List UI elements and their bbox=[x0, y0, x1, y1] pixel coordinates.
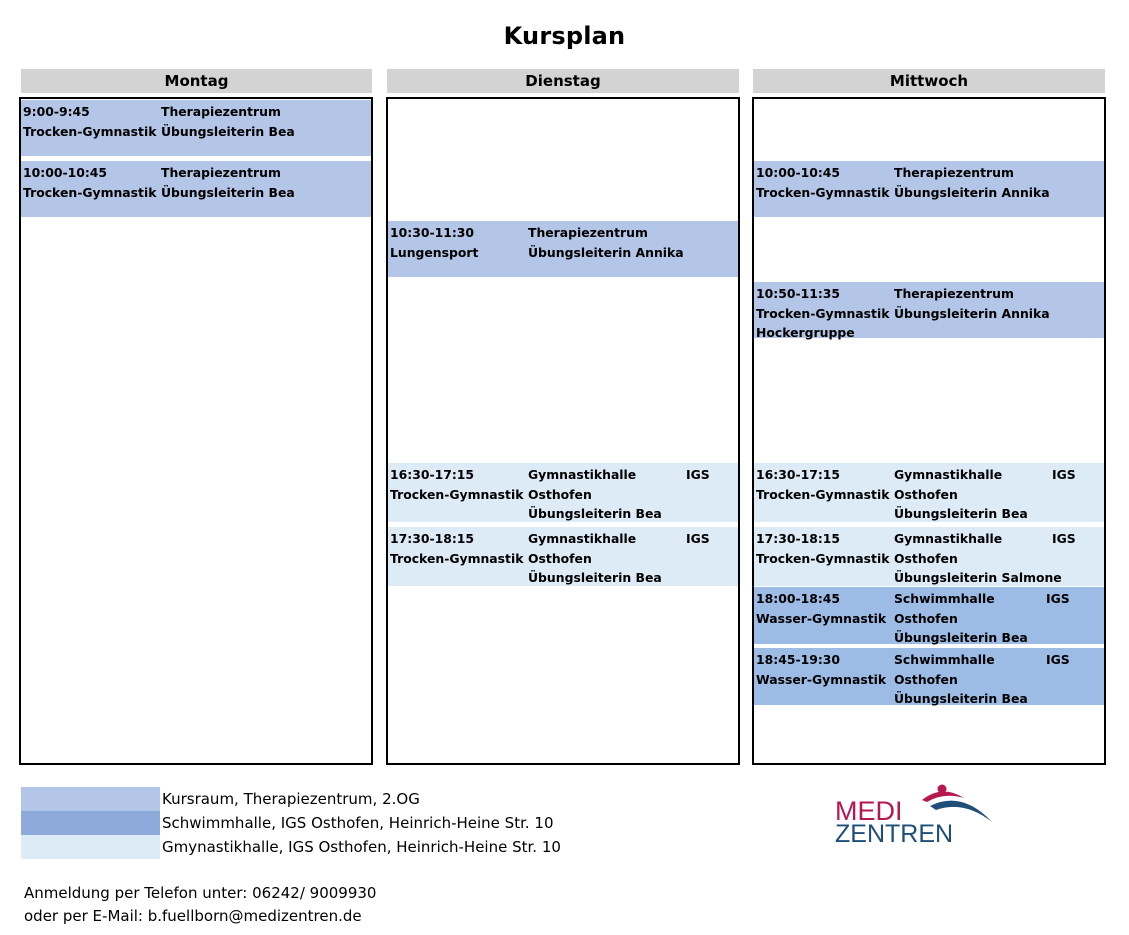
logo-text-medi: MEDI bbox=[835, 796, 903, 826]
course-time: 10:00-10:45 bbox=[756, 165, 841, 180]
course-time: 9:00-9:45 bbox=[23, 104, 90, 119]
course-block[interactable] bbox=[21, 161, 371, 217]
course-time: 17:30-18:15 bbox=[756, 531, 841, 546]
course-name: Trocken-Gymnastik bbox=[23, 123, 157, 139]
course-tag: IGS bbox=[686, 467, 710, 482]
course-block[interactable] bbox=[754, 161, 1104, 217]
course-location-town: Osthofen bbox=[894, 671, 958, 687]
course-tag: IGS bbox=[1046, 591, 1070, 606]
course-time: 10:00-10:45 bbox=[23, 165, 108, 180]
course-location-town: Osthofen bbox=[894, 550, 958, 566]
course-name: Trocken-Gymnastik bbox=[756, 486, 890, 502]
course-tag: IGS bbox=[686, 531, 710, 546]
course-block[interactable] bbox=[21, 100, 371, 156]
course-time: 16:30-17:15 bbox=[390, 467, 475, 482]
course-instructor: Übungsleiterin Bea bbox=[894, 691, 1028, 706]
day-header-montag: Montag bbox=[21, 69, 372, 93]
course-instructor: Übungsleiterin Bea bbox=[894, 630, 1028, 645]
course-instructor: Übungsleiterin Annika bbox=[894, 184, 1050, 200]
medizentren-logo bbox=[832, 782, 997, 848]
course-name: Trocken-Gymnastik bbox=[390, 550, 524, 566]
course-location-town: Osthofen bbox=[528, 550, 592, 566]
course-instructor: Übungsleiterin Annika bbox=[528, 244, 684, 260]
course-block[interactable] bbox=[388, 463, 738, 522]
course-name: Wasser-Gymnastik bbox=[756, 610, 887, 626]
contact-email[interactable]: oder per E-Mail: b.fuellborn@medizentren.de bbox=[24, 907, 362, 925]
course-location: Schwimmhalle bbox=[894, 652, 995, 667]
course-instructor: Übungsleiterin Annika bbox=[894, 305, 1050, 321]
course-name: Trocken-Gymnastik bbox=[756, 184, 890, 200]
course-time: 16:30-17:15 bbox=[756, 467, 841, 482]
course-name: Trocken-Gymnastik bbox=[390, 486, 524, 502]
legend-label-gymnastikhalle: Gmynastikhalle, IGS Osthofen, Heinrich-Heine Str. 10 bbox=[162, 838, 561, 856]
course-location: Gymnastikhalle bbox=[894, 467, 1003, 482]
course-location-town: Osthofen bbox=[528, 486, 592, 502]
course-instructor: Übungsleiterin Bea bbox=[528, 570, 662, 585]
course-location: Therapiezentrum bbox=[161, 104, 281, 119]
course-location-town: Osthofen bbox=[894, 610, 958, 626]
course-tag: IGS bbox=[1046, 652, 1070, 667]
course-time: 10:50-11:35 bbox=[756, 286, 841, 301]
course-location: Therapiezentrum bbox=[894, 165, 1014, 180]
course-time: 18:00-18:45 bbox=[756, 591, 841, 606]
legend-label-schwimmhalle: Schwimmhalle, IGS Osthofen, Heinrich-Heine Str. 10 bbox=[162, 814, 554, 832]
legend-swatch-kursraum bbox=[21, 787, 160, 811]
day-header-dienstag: Dienstag bbox=[387, 69, 739, 93]
course-block[interactable] bbox=[754, 648, 1104, 705]
course-location: Gymnastikhalle bbox=[528, 467, 637, 482]
course-block[interactable] bbox=[754, 527, 1104, 586]
course-location: Schwimmhalle bbox=[894, 591, 995, 606]
course-tag: IGS bbox=[1052, 467, 1076, 482]
course-location: Gymnastikhalle bbox=[894, 531, 1003, 546]
day-column-mittwoch bbox=[752, 97, 1106, 765]
course-location: Therapiezentrum bbox=[528, 225, 648, 240]
legend-swatch-gymnastikhalle bbox=[21, 835, 160, 859]
course-instructor: Übungsleiterin Bea bbox=[528, 506, 662, 521]
course-time: 18:45-19:30 bbox=[756, 652, 841, 667]
course-name: Trocken-Gymnastik bbox=[756, 550, 890, 566]
course-instructor: Übungsleiterin Salmone bbox=[894, 570, 1062, 585]
course-time: 10:30-11:30 bbox=[390, 225, 475, 240]
day-column-montag bbox=[19, 97, 373, 765]
course-block[interactable] bbox=[754, 463, 1104, 522]
course-block[interactable] bbox=[388, 527, 738, 586]
course-instructor: Übungsleiterin Bea bbox=[161, 184, 295, 200]
course-name: Wasser-Gymnastik bbox=[756, 671, 887, 687]
course-location-town: Osthofen bbox=[894, 486, 958, 502]
page-title: Kursplan bbox=[503, 22, 626, 50]
course-block[interactable] bbox=[388, 221, 738, 277]
course-location: Therapiezentrum bbox=[161, 165, 281, 180]
course-group: Hockergruppe bbox=[756, 325, 855, 340]
legend-swatch-schwimmhalle bbox=[21, 811, 160, 835]
day-column-dienstag bbox=[386, 97, 740, 765]
course-name: Lungensport bbox=[390, 244, 479, 260]
course-name: Trocken-Gymnastik bbox=[756, 305, 890, 321]
legend-label-kursraum: Kursraum, Therapiezentrum, 2.OG bbox=[162, 790, 420, 808]
course-block[interactable] bbox=[754, 587, 1104, 644]
course-block[interactable] bbox=[754, 282, 1104, 338]
contact-phone: Anmeldung per Telefon unter: 06242/ 9009930 bbox=[24, 884, 377, 902]
course-instructor: Übungsleiterin Bea bbox=[161, 123, 295, 139]
course-tag: IGS bbox=[1052, 531, 1076, 546]
day-header-mittwoch: Mittwoch bbox=[753, 69, 1105, 93]
course-name: Trocken-Gymnastik bbox=[23, 184, 157, 200]
course-location: Therapiezentrum bbox=[894, 286, 1014, 301]
logo-text-zentren: ZENTREN bbox=[835, 820, 954, 848]
course-location: Gymnastikhalle bbox=[528, 531, 637, 546]
course-time: 17:30-18:15 bbox=[390, 531, 475, 546]
course-instructor: Übungsleiterin Bea bbox=[894, 506, 1028, 521]
